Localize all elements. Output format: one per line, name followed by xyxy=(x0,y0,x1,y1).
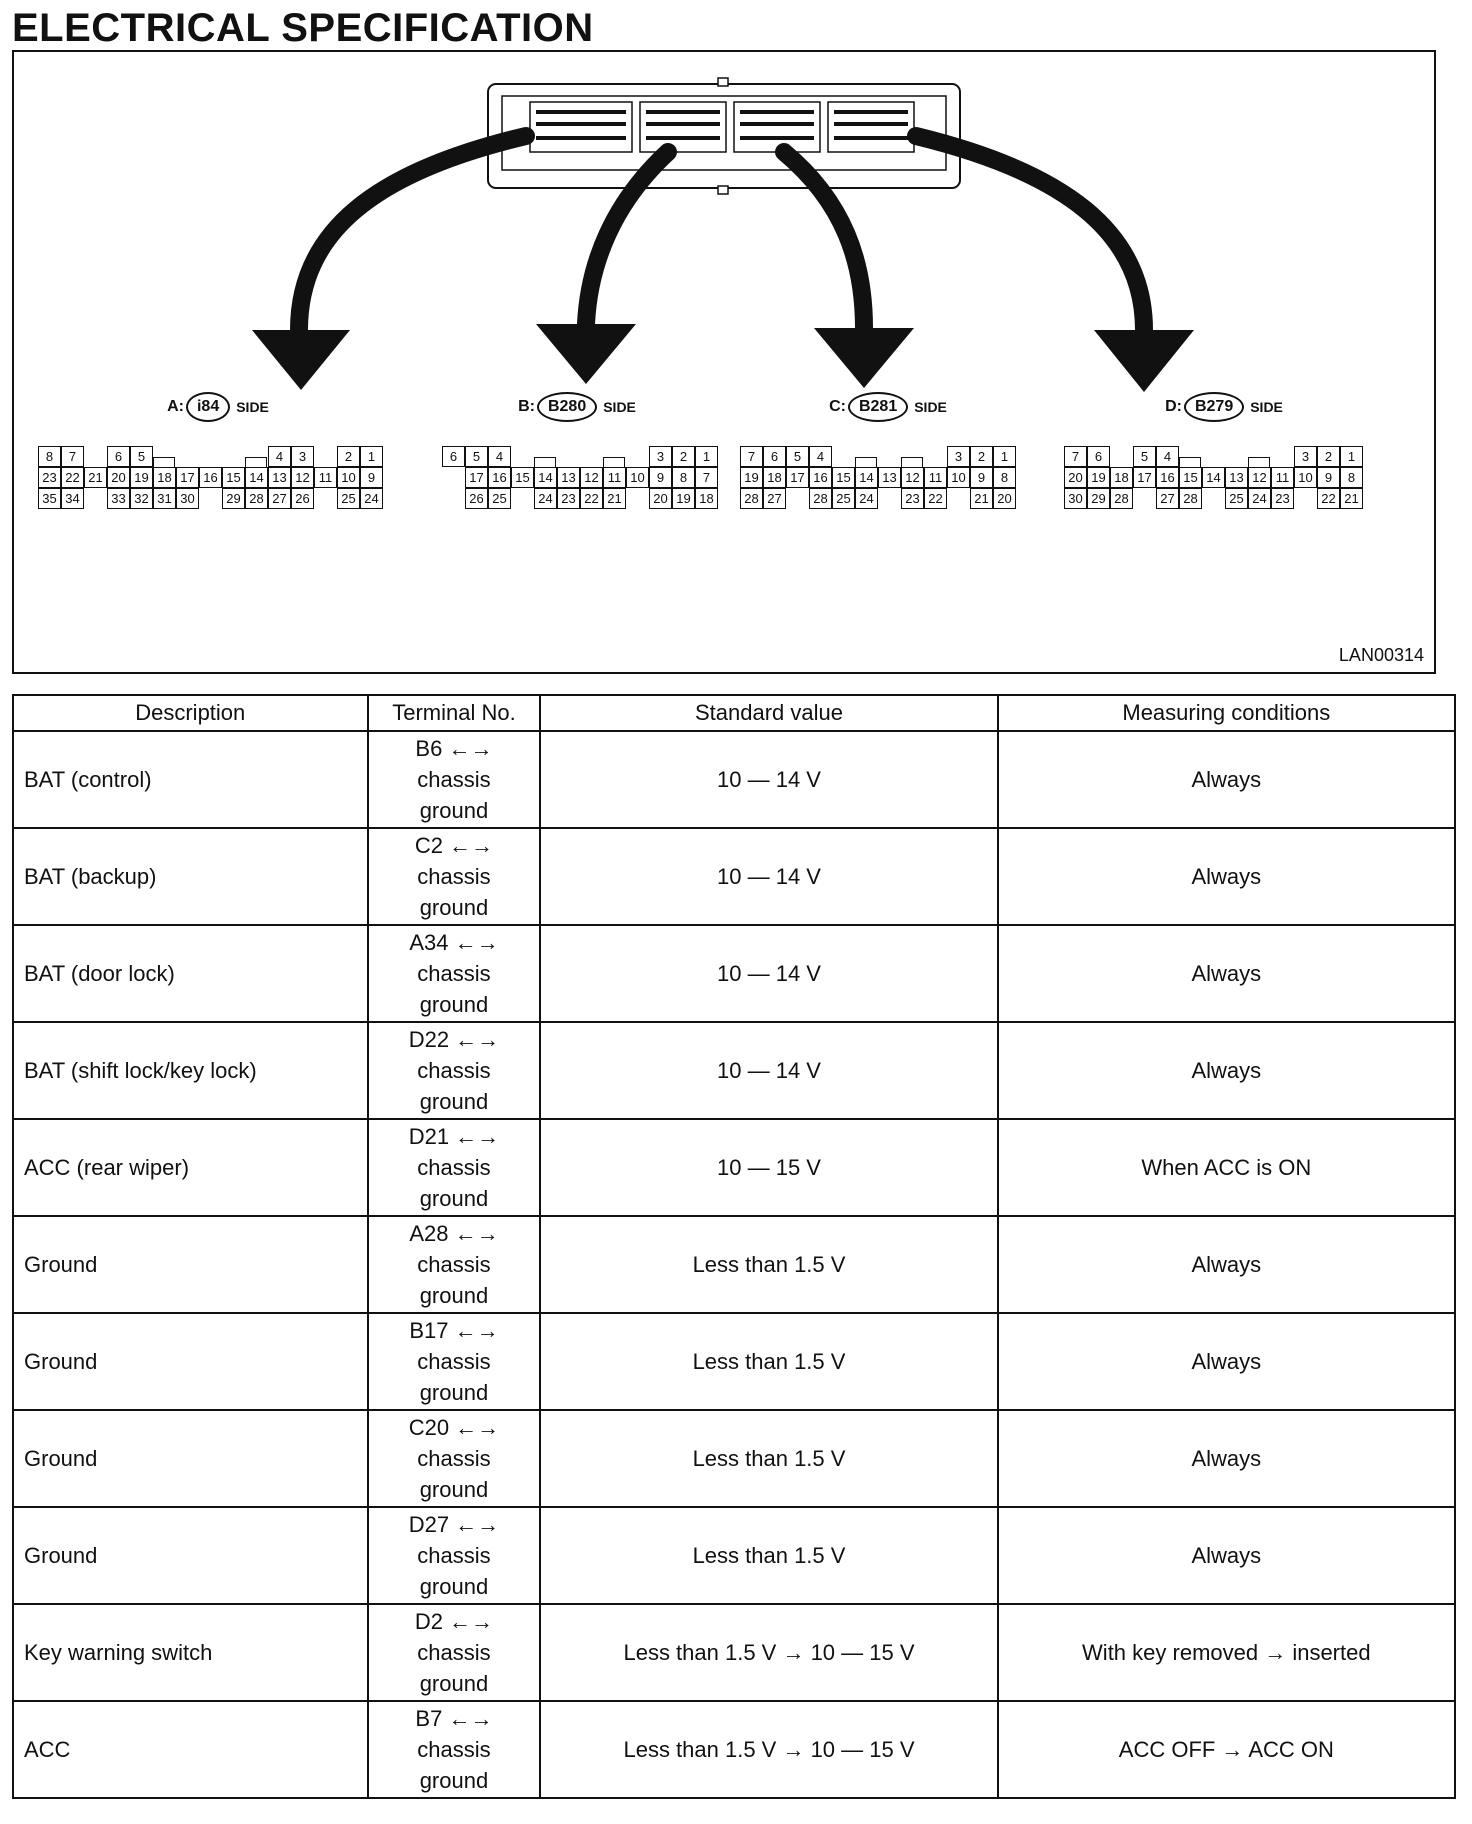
terminal-line: B6 ←→ xyxy=(415,736,493,761)
connector-pin: 22 xyxy=(1317,488,1340,509)
connector-pin: 15 xyxy=(832,467,855,488)
connector-pin: 22 xyxy=(580,488,603,509)
connector-pin: 21 xyxy=(970,488,993,509)
connector-pin: 30 xyxy=(1064,488,1087,509)
terminal-line: chassis xyxy=(417,961,491,986)
connector-pin: 23 xyxy=(557,488,580,509)
terminal-line: D27 ←→ xyxy=(408,1512,500,1537)
connector-d-prefix: D: xyxy=(1165,398,1182,415)
connector-pin: 25 xyxy=(832,488,855,509)
connector-pin: 14 xyxy=(1202,467,1225,488)
connector-pin: 3 xyxy=(649,446,672,467)
connector-pin: 21 xyxy=(84,467,107,488)
connector-pin: 9 xyxy=(1317,467,1340,488)
connector-pin: 4 xyxy=(268,446,291,467)
connector-pin: 16 xyxy=(199,467,222,488)
connector-pin: 18 xyxy=(1110,467,1133,488)
terminal-line: ground xyxy=(419,1186,489,1211)
connector-pin: 3 xyxy=(291,446,314,467)
connector-pin: 23 xyxy=(1271,488,1294,509)
connector-pin: 4 xyxy=(809,446,832,467)
header-standard-value: Standard value xyxy=(540,695,997,731)
terminal-line: ground xyxy=(419,1380,489,1405)
cell-standard-value: Less than 1.5 V xyxy=(540,1410,997,1507)
connector-pin: 9 xyxy=(360,467,383,488)
cell-terminal xyxy=(368,828,541,925)
terminal-line: ground xyxy=(419,992,489,1017)
cell-standard-value: 10 — 15 V xyxy=(540,1119,997,1216)
terminal-line: chassis xyxy=(417,1640,491,1665)
connector-a-suffix: SIDE xyxy=(236,399,269,415)
connector-pin: 20 xyxy=(107,467,130,488)
table-row xyxy=(13,1604,1455,1701)
cell-standard-value: Less than 1.5 V xyxy=(540,1313,997,1410)
connector-pin: 24 xyxy=(534,488,557,509)
connector-b-prefix: B: xyxy=(518,398,535,415)
connector-pin: 16 xyxy=(488,467,511,488)
cell-measuring-condition: Always xyxy=(998,828,1455,925)
connector-pin: 8 xyxy=(672,467,695,488)
terminal-line: ground xyxy=(419,895,489,920)
connector-pin: 15 xyxy=(222,467,245,488)
terminal-line: ground xyxy=(419,798,489,823)
terminal-line: ground xyxy=(419,1089,489,1114)
spec-table-body xyxy=(13,731,1455,1798)
connector-pin: 19 xyxy=(130,467,153,488)
header-terminal: Terminal No. xyxy=(368,695,541,731)
connector-pin: 28 xyxy=(245,488,268,509)
connector-a-prefix: A: xyxy=(167,398,184,415)
table-row xyxy=(13,1507,1455,1604)
connector-pin: 26 xyxy=(465,488,488,509)
connector-pin: 23 xyxy=(901,488,924,509)
connector-pin: 3 xyxy=(1294,446,1317,467)
connector-lock-tab xyxy=(153,457,175,467)
connector-pin: 10 xyxy=(337,467,360,488)
table-row xyxy=(13,1313,1455,1410)
control-unit-diagram xyxy=(14,52,1438,676)
cell-description: Ground xyxy=(13,1507,368,1604)
connector-b-label xyxy=(442,392,712,422)
connector-pin: 7 xyxy=(1064,446,1087,467)
terminal-line: chassis xyxy=(417,1252,491,1277)
connector-pin: 17 xyxy=(465,467,488,488)
connector-pin: 19 xyxy=(1087,467,1110,488)
cell-terminal xyxy=(368,1604,541,1701)
terminal-line: ground xyxy=(419,1574,489,1599)
cell-terminal xyxy=(368,1507,541,1604)
cell-standard-value: 10 — 14 V xyxy=(540,828,997,925)
connector-pin: 16 xyxy=(809,467,832,488)
connector-pin: 25 xyxy=(337,488,360,509)
connector-pin: 1 xyxy=(695,446,718,467)
connector-pin: 7 xyxy=(61,446,84,467)
terminal-line: ground xyxy=(419,1671,489,1696)
connector-c-prefix: C: xyxy=(829,398,846,415)
connector-pin: 12 xyxy=(901,467,924,488)
terminal-line: A28 ←→ xyxy=(409,1221,499,1246)
connector-pin: 4 xyxy=(1156,446,1179,467)
connector-pin: 16 xyxy=(1156,467,1179,488)
connector-pin: 22 xyxy=(924,488,947,509)
cell-standard-value: Less than 1.5 V → 10 — 15 V xyxy=(540,1701,997,1798)
connector-pin: 27 xyxy=(268,488,291,509)
connector-pin: 15 xyxy=(511,467,534,488)
connector-c-label xyxy=(740,392,1036,422)
table-row xyxy=(13,1119,1455,1216)
connector-pin: 11 xyxy=(924,467,947,488)
cell-description: BAT (backup) xyxy=(13,828,368,925)
connector-pin: 13 xyxy=(268,467,291,488)
connector-pin: 11 xyxy=(1271,467,1294,488)
connector-pin: 6 xyxy=(107,446,130,467)
connector-c-name: B281 xyxy=(848,392,908,422)
connector-pin: 6 xyxy=(763,446,786,467)
connector-pin: 20 xyxy=(649,488,672,509)
connector-pin: 27 xyxy=(1156,488,1179,509)
table-row xyxy=(13,731,1455,828)
connector-pin: 18 xyxy=(763,467,786,488)
cell-measuring-condition: With key removed → inserted xyxy=(998,1604,1455,1701)
cell-terminal xyxy=(368,731,541,828)
connector-pin: 13 xyxy=(1225,467,1248,488)
connector-pin: 3 xyxy=(947,446,970,467)
connector-pin: 24 xyxy=(855,488,878,509)
connector-pin: 27 xyxy=(763,488,786,509)
cell-terminal xyxy=(368,925,541,1022)
terminal-line: chassis xyxy=(417,1155,491,1180)
connector-figure xyxy=(12,50,1436,674)
cell-terminal xyxy=(368,1410,541,1507)
connector-lock-tab xyxy=(603,457,625,467)
connector-pin: 10 xyxy=(947,467,970,488)
connector-pin: 17 xyxy=(176,467,199,488)
connector-pin: 29 xyxy=(222,488,245,509)
table-row xyxy=(13,828,1455,925)
cell-description: Key warning switch xyxy=(13,1604,368,1701)
connector-pin: 10 xyxy=(1294,467,1317,488)
terminal-line: chassis xyxy=(417,1737,491,1762)
cell-measuring-condition: Always xyxy=(998,731,1455,828)
connector-c-suffix: SIDE xyxy=(914,399,947,415)
terminal-line: chassis xyxy=(417,767,491,792)
cell-description: BAT (control) xyxy=(13,731,368,828)
connector-pin: 13 xyxy=(878,467,901,488)
connector-pin: 1 xyxy=(993,446,1016,467)
connector-lock-tab xyxy=(855,457,877,467)
spec-table xyxy=(12,694,1456,1799)
connector-pin: 8 xyxy=(1340,467,1363,488)
connector-pin: 19 xyxy=(740,467,763,488)
connector-pin: 5 xyxy=(1133,446,1156,467)
cell-measuring-condition: Always xyxy=(998,1216,1455,1313)
connector-pin: 19 xyxy=(672,488,695,509)
connector-pin: 5 xyxy=(130,446,153,467)
terminal-line: chassis xyxy=(417,1058,491,1083)
table-row xyxy=(13,1701,1455,1798)
connector-pin: 25 xyxy=(1225,488,1248,509)
connector-a-label xyxy=(38,392,398,422)
cell-measuring-condition: Always xyxy=(998,1507,1455,1604)
cell-measuring-condition: Always xyxy=(998,925,1455,1022)
connector-pin: 6 xyxy=(442,446,465,467)
cell-description: BAT (door lock) xyxy=(13,925,368,1022)
connector-pin: 5 xyxy=(465,446,488,467)
connector-pin: 21 xyxy=(603,488,626,509)
terminal-line: B17 ←→ xyxy=(409,1318,499,1343)
connector-pin: 8 xyxy=(993,467,1016,488)
cell-terminal xyxy=(368,1701,541,1798)
connector-pin: 24 xyxy=(1248,488,1271,509)
connector-pin: 33 xyxy=(107,488,130,509)
terminal-line: C20 ←→ xyxy=(408,1415,500,1440)
connector-pin: 7 xyxy=(695,467,718,488)
connector-pin: 2 xyxy=(337,446,360,467)
table-row xyxy=(13,1216,1455,1313)
cell-measuring-condition: Always xyxy=(998,1410,1455,1507)
cell-description: Ground xyxy=(13,1216,368,1313)
cell-measuring-condition: ACC OFF → ACC ON xyxy=(998,1701,1455,1798)
cell-standard-value: 10 — 14 V xyxy=(540,925,997,1022)
page-title: ELECTRICAL SPECIFICATION xyxy=(12,6,594,50)
figure-code: LAN00314 xyxy=(1338,645,1424,665)
connector-pin: 14 xyxy=(245,467,268,488)
connector-pin: 18 xyxy=(695,488,718,509)
connector-pin: 17 xyxy=(786,467,809,488)
connector-pin: 14 xyxy=(855,467,878,488)
terminal-line: ground xyxy=(419,1477,489,1502)
connector-pin: 35 xyxy=(38,488,61,509)
terminal-line: D21 ←→ xyxy=(408,1124,500,1149)
cell-terminal xyxy=(368,1022,541,1119)
connector-pin: 15 xyxy=(1179,467,1202,488)
connector-pin: 2 xyxy=(1317,446,1340,467)
connector-pin: 32 xyxy=(130,488,153,509)
connector-a-name: i84 xyxy=(186,392,230,422)
connector-lock-tab xyxy=(901,457,923,467)
connector-pin: 18 xyxy=(153,467,176,488)
connector-pin: 28 xyxy=(1179,488,1202,509)
cell-standard-value: 10 — 14 V xyxy=(540,1022,997,1119)
cell-standard-value: Less than 1.5 V xyxy=(540,1507,997,1604)
connector-pin: 28 xyxy=(740,488,763,509)
cell-measuring-condition: Always xyxy=(998,1022,1455,1119)
cell-measuring-condition: Always xyxy=(998,1313,1455,1410)
table-header-row xyxy=(13,695,1455,731)
connector-pin: 2 xyxy=(672,446,695,467)
connector-b-suffix: SIDE xyxy=(603,399,636,415)
connector-pin: 24 xyxy=(360,488,383,509)
terminal-line: ground xyxy=(419,1768,489,1793)
connector-b-name: B280 xyxy=(537,392,597,422)
cell-description: ACC (rear wiper) xyxy=(13,1119,368,1216)
connector-pin: 12 xyxy=(1248,467,1271,488)
header-description: Description xyxy=(13,695,368,731)
connector-pin: 29 xyxy=(1087,488,1110,509)
cell-description: ACC xyxy=(13,1701,368,1798)
connector-lock-tab xyxy=(1179,457,1201,467)
connector-pin: 11 xyxy=(603,467,626,488)
connector-lock-tab xyxy=(245,457,267,467)
connector-d-name: B279 xyxy=(1184,392,1244,422)
terminal-line: C2 ←→ xyxy=(414,833,494,858)
cell-standard-value: Less than 1.5 V → 10 — 15 V xyxy=(540,1604,997,1701)
connector-pin: 2 xyxy=(970,446,993,467)
table-row xyxy=(13,1022,1455,1119)
connector-pin: 23 xyxy=(38,467,61,488)
connector-pin: 26 xyxy=(291,488,314,509)
connector-pin: 10 xyxy=(626,467,649,488)
terminal-line: D22 ←→ xyxy=(408,1027,500,1052)
connector-pin: 5 xyxy=(786,446,809,467)
connector-pin: 30 xyxy=(176,488,199,509)
table-row xyxy=(13,1410,1455,1507)
connector-pin: 4 xyxy=(488,446,511,467)
connector-pin: 21 xyxy=(1340,488,1363,509)
terminal-line: chassis xyxy=(417,864,491,889)
cell-description: Ground xyxy=(13,1313,368,1410)
table-row xyxy=(13,925,1455,1022)
connector-pin: 28 xyxy=(1110,488,1133,509)
cell-terminal xyxy=(368,1216,541,1313)
connector-pin: 22 xyxy=(61,467,84,488)
cell-terminal xyxy=(368,1313,541,1410)
connector-pin: 12 xyxy=(580,467,603,488)
terminal-line: chassis xyxy=(417,1446,491,1471)
connector-pin: 11 xyxy=(314,467,337,488)
terminal-line: chassis xyxy=(417,1543,491,1568)
cell-measuring-condition: When ACC is ON xyxy=(998,1119,1455,1216)
connector-pin: 12 xyxy=(291,467,314,488)
connector-pin: 28 xyxy=(809,488,832,509)
connector-pin: 8 xyxy=(38,446,61,467)
cell-description: Ground xyxy=(13,1410,368,1507)
header-measuring-conditions: Measuring conditions xyxy=(998,695,1455,731)
connector-pin: 20 xyxy=(993,488,1016,509)
connector-lock-tab xyxy=(534,457,556,467)
terminal-line: B7 ←→ xyxy=(415,1706,493,1731)
connector-pin: 20 xyxy=(1064,467,1087,488)
cell-terminal xyxy=(368,1119,541,1216)
connector-pin: 14 xyxy=(534,467,557,488)
connector-pin: 9 xyxy=(649,467,672,488)
terminal-line: D2 ←→ xyxy=(414,1609,494,1634)
connector-pin: 34 xyxy=(61,488,84,509)
connector-pin: 1 xyxy=(360,446,383,467)
connector-d-label xyxy=(1064,392,1384,422)
connector-pin: 17 xyxy=(1133,467,1156,488)
connector-pin: 9 xyxy=(970,467,993,488)
connector-pin: 7 xyxy=(740,446,763,467)
terminal-line: A34 ←→ xyxy=(409,930,499,955)
connector-pin: 13 xyxy=(557,467,580,488)
connector-lock-tab xyxy=(1248,457,1270,467)
cell-description: BAT (shift lock/key lock) xyxy=(13,1022,368,1119)
terminal-line: chassis xyxy=(417,1349,491,1374)
connector-d-suffix: SIDE xyxy=(1250,399,1283,415)
connector-pin: 25 xyxy=(488,488,511,509)
cell-standard-value: Less than 1.5 V xyxy=(540,1216,997,1313)
cell-standard-value: 10 — 14 V xyxy=(540,731,997,828)
connector-pin: 1 xyxy=(1340,446,1363,467)
terminal-line: ground xyxy=(419,1283,489,1308)
connector-pin: 31 xyxy=(153,488,176,509)
connector-pin: 6 xyxy=(1087,446,1110,467)
